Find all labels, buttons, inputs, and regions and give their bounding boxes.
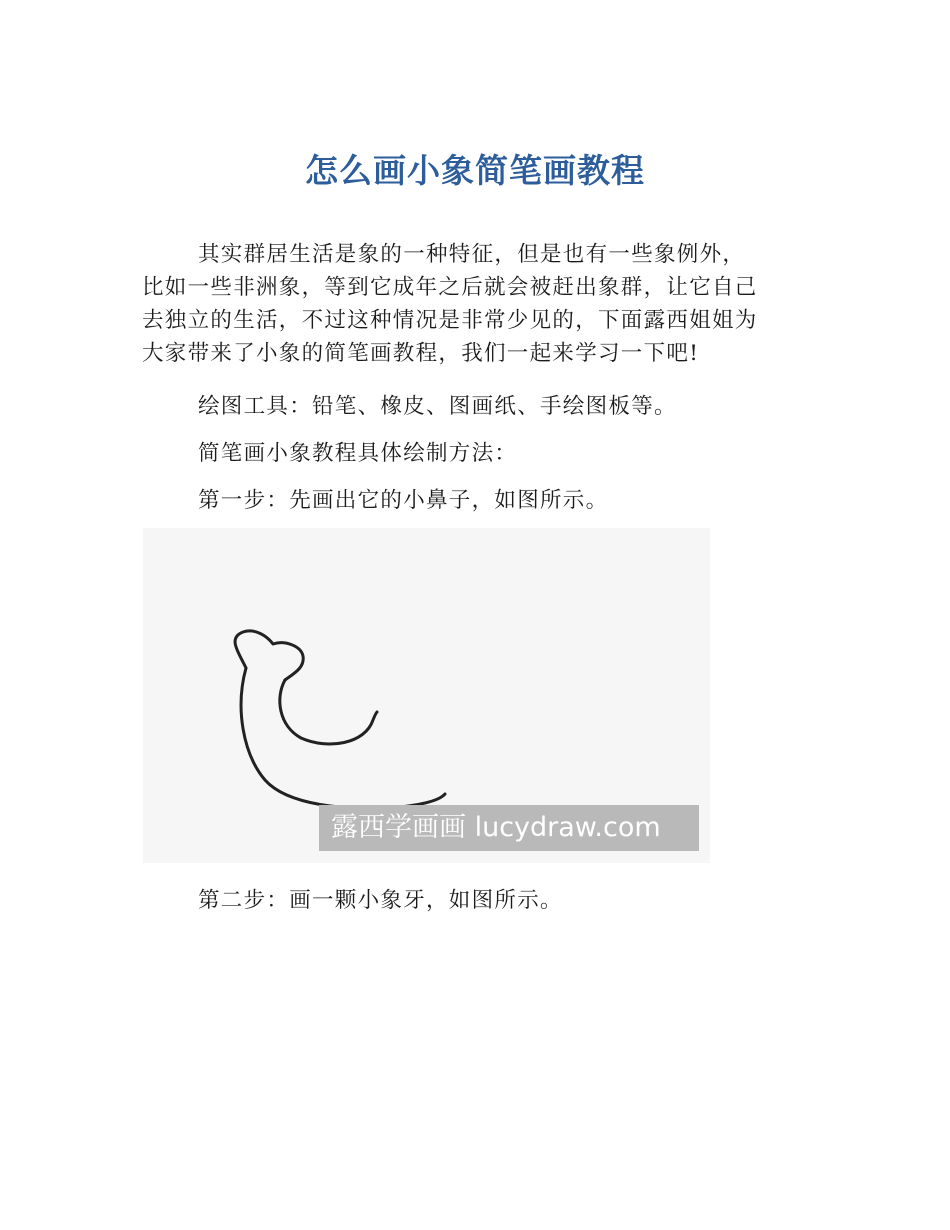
step1-paragraph: 第一步：先画出它的小鼻子，如图所示。 bbox=[198, 488, 609, 513]
method-heading: 简笔画小象教程具体绘制方法： bbox=[198, 441, 518, 466]
tools-paragraph: 绘图工具：铅笔、橡皮、图画纸、手绘图板等。 bbox=[198, 394, 677, 419]
intro-line: 比如一些非洲象，等到它成年之后就会被赶出象群，让它自己 bbox=[142, 275, 758, 300]
step1-illustration bbox=[143, 528, 710, 863]
page-title: 怎么画小象简笔画教程 bbox=[305, 151, 645, 190]
intro-line: 其实群居生活是象的一种特征，但是也有一些象例外， bbox=[198, 242, 746, 267]
step2-paragraph: 第二步：画一颗小象牙，如图所示。 bbox=[198, 888, 563, 913]
intro-line: 大家带来了小象的简笔画教程，我们一起来学习一下吧! bbox=[142, 341, 700, 366]
intro-line: 去独立的生活，不过这种情况是非常少见的，下面露西姐姐为 bbox=[142, 308, 758, 333]
watermark: 露西学画画 lucydraw.com bbox=[319, 805, 699, 851]
intro-paragraph bbox=[142, 238, 818, 370]
